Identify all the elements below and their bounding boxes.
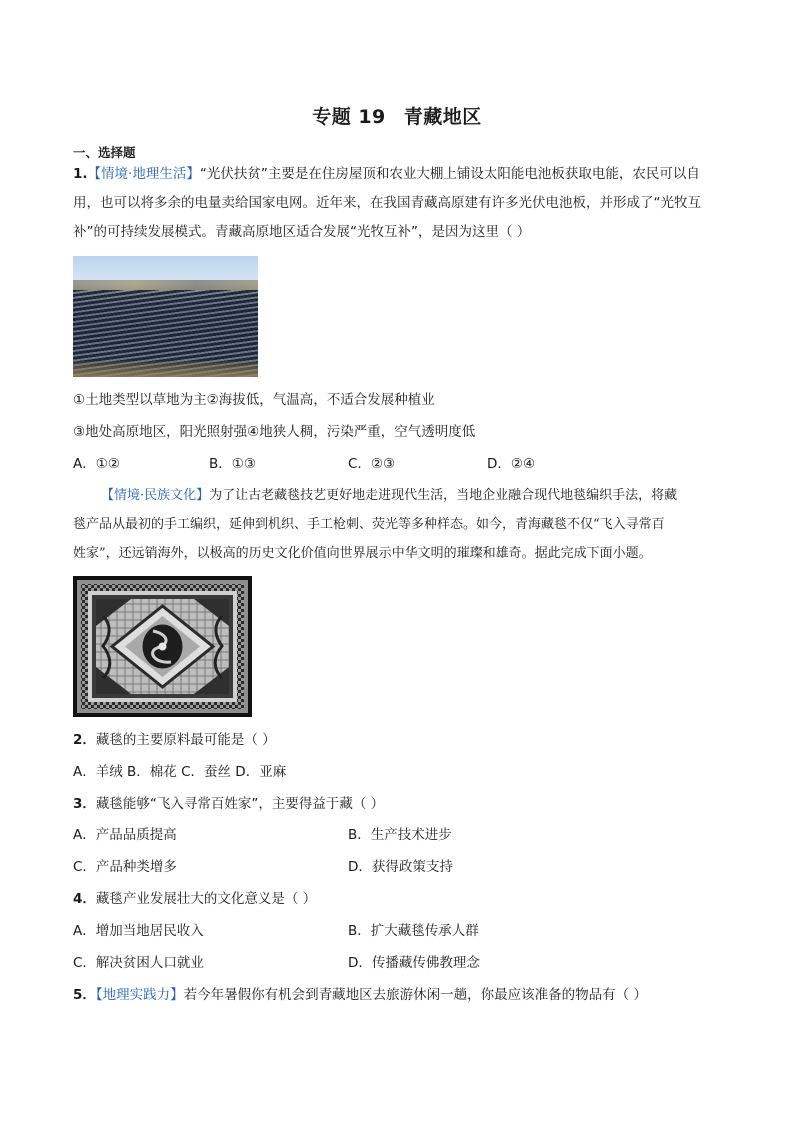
question-1-number: 1. [73, 166, 88, 182]
culture-passage [73, 481, 725, 568]
question-1-tag: 【情境·地理生活】 [87, 166, 200, 182]
question-4-option-d[interactable]: D．传播藏传佛教理念 [348, 955, 480, 971]
question-1-line-3: 补”的可持续发展模式。青藏高原地区适合发展“光牧互补”，是因为这里（ ） [73, 224, 531, 240]
question-1-option-a[interactable]: A．①② [73, 456, 120, 472]
question-1-statement-1: ①土地类型以草地为主②海拔低，气温高，不适合发展种植业 [73, 392, 435, 408]
question-3-option-c[interactable]: C．产品种类增多 [73, 859, 177, 875]
culture-line-1: 为了让古老藏毯技艺更好地走进现代生活，当地企业融合现代地毯编织手法，将藏 [209, 488, 678, 503]
question-5-text: 若今年暑假你有机会到青藏地区去旅游休闲一趟，你最应该准备的物品有（ ） [183, 987, 647, 1003]
question-5-tag: 【地理实践力】 [95, 987, 184, 1003]
question-1-stem [73, 160, 733, 247]
question-4-text: 藏毯产业发展壮大的文化意义是（ ） [95, 891, 317, 907]
question-3-option-a[interactable]: A．产品品质提高 [73, 827, 177, 843]
question-4-stem [73, 887, 316, 907]
question-3-stem [73, 792, 384, 812]
question-4-number: 4． [73, 891, 96, 907]
question-2-text: 藏毯的主要原料最可能是（ ） [95, 732, 276, 748]
question-4-option-b[interactable]: B．扩大藏毯传承人群 [348, 923, 479, 939]
title-name: 青藏地区 [403, 106, 482, 128]
culture-line-2: 毯产品从最初的手工编织，延伸到机织、手工枪刺、荧光等多种样态。如今，青海藏毯不仅“飞入寻常百 [73, 517, 665, 532]
solar-panel-photo [73, 256, 258, 377]
question-3-text: 藏毯能够“飞入寻常百姓家”，主要得益于藏（ ） [95, 796, 385, 812]
question-2-options[interactable]: A．羊绒 B．棉花 C．蚕丝 D．亚麻 [73, 764, 287, 780]
question-2-stem [73, 728, 276, 748]
question-2-number: 2． [73, 732, 96, 748]
page-title [0, 102, 794, 129]
question-5-number: 5． [73, 987, 96, 1003]
tibetan-carpet-image [73, 576, 252, 717]
question-1-option-d[interactable]: D．②④ [487, 456, 536, 472]
question-1-line-2: 用，也可以将多余的电量卖给国家电网。近年来，在我国青藏高原建有许多光伏电池板，并形成了“光牧互 [73, 195, 701, 211]
question-3-number: 3． [73, 796, 96, 812]
question-1-option-c[interactable]: C．②③ [348, 456, 396, 472]
culture-tag: 【情境·民族文化】 [101, 488, 210, 503]
section-heading: 一、选择题 [73, 145, 136, 160]
question-5-stem [73, 983, 647, 1003]
question-1-option-b[interactable]: B．①③ [209, 456, 256, 472]
culture-line-3: 姓家”，还远销海外，以极高的历史文化价值向世界展示中华文明的璀璨和雄奇。据此完成下面小题。 [73, 546, 652, 561]
question-4-option-a[interactable]: A．增加当地居民收入 [73, 923, 204, 939]
question-3-option-b[interactable]: B．生产技术进步 [348, 827, 452, 843]
question-1-line-1: “光伏扶贫”主要是在住房屋顶和农业大棚上铺设太阳能电池板获取电能，农民可以自 [199, 166, 700, 182]
title-topic: 专题 19 [312, 106, 386, 128]
question-4-option-c[interactable]: C．解决贫困人口就业 [73, 955, 204, 971]
question-1-statement-2: ③地处高原地区，阳光照射强④地狭人稠，污染严重，空气透明度低 [73, 424, 476, 440]
question-3-option-d[interactable]: D．获得政策支持 [348, 859, 453, 875]
